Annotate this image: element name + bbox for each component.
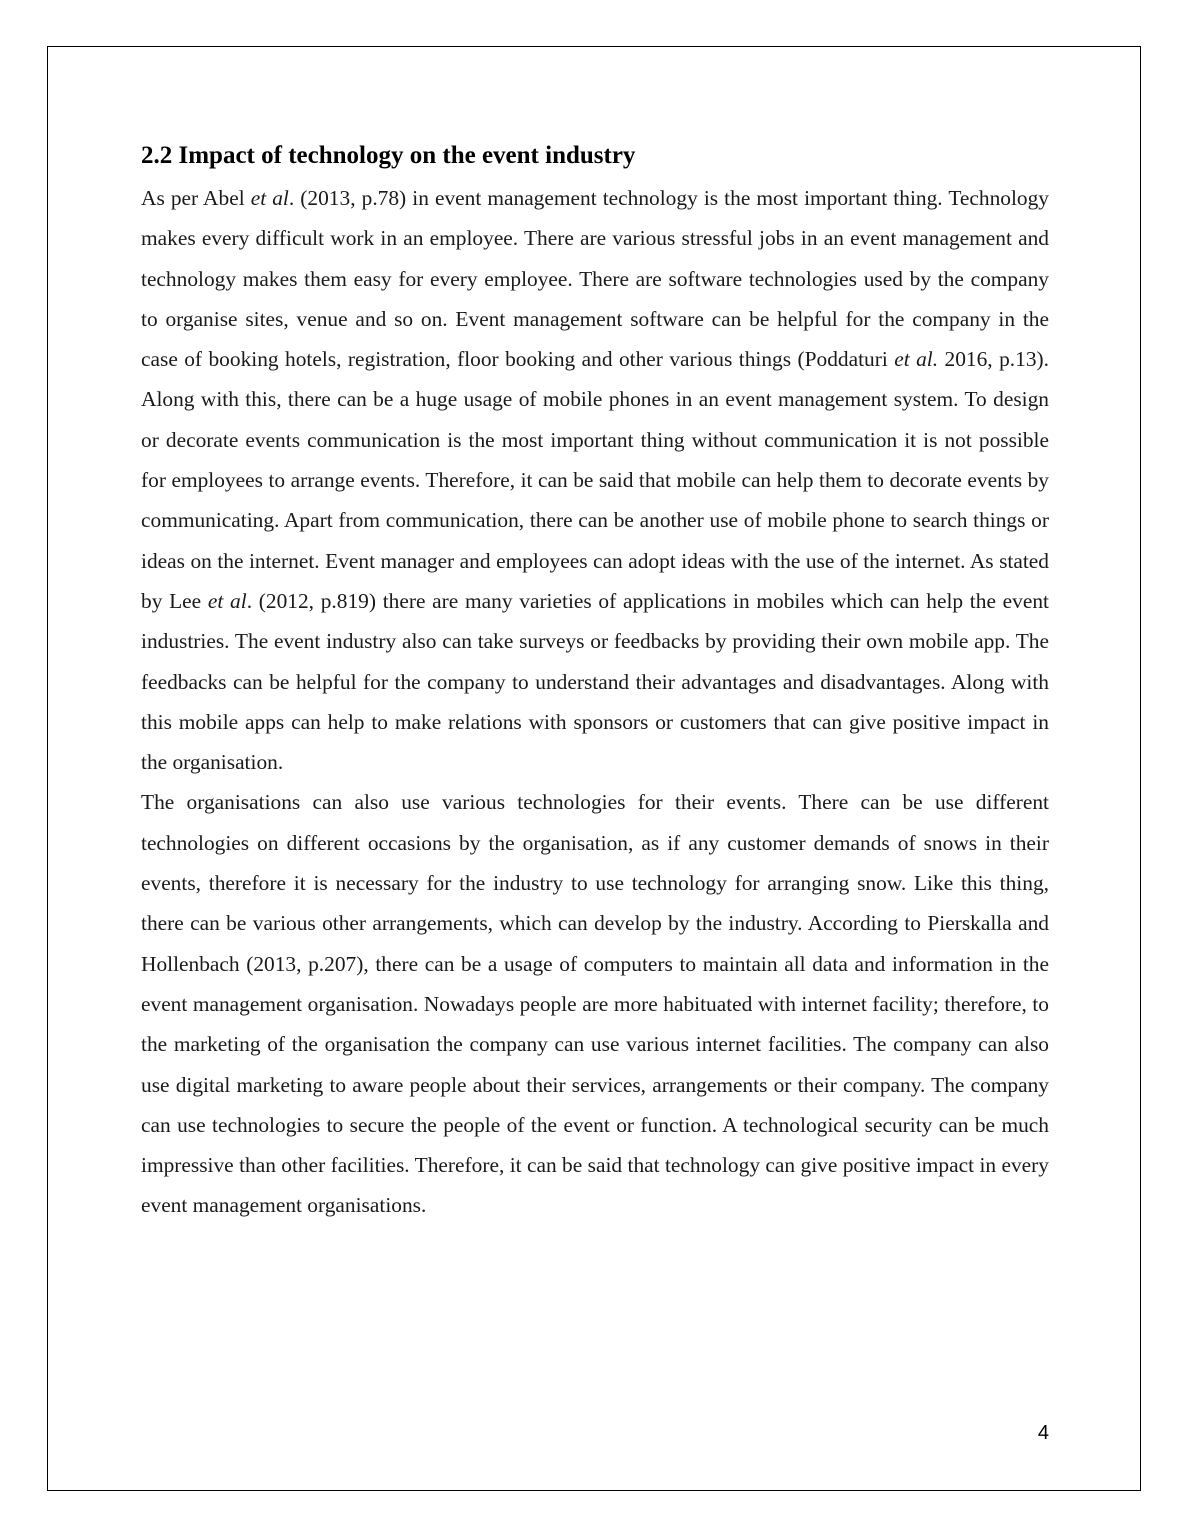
page-number: 4 bbox=[1037, 1422, 1049, 1444]
paragraph-1 bbox=[141, 178, 1049, 782]
citation-italic-abel: et al bbox=[250, 186, 289, 210]
paragraph-1-text-1: As per Abel bbox=[141, 186, 251, 210]
paragraph-2: The organisations can also use various technologies for their events. There can be use different technologies on different occasions by the organisation, as if any customer demands of snows in their events, therefore it is necessary for the industry to use technology for arranging snow. Like this thing, there can be various other arrangements, which can develop by the industry. According to Pierskalla and Hollenbach (2013, p.207), there can be a usage of computers to maintain all data and information in the event management organisation. Nowadays people are more habituated with internet facility; therefore, to the marketing of the organisation the company can use various internet facilities. The company can also use digital marketing to aware people about their services, arrangements or their company. The company can use technologies to secure the people of the event or function. A technological security can be much impressive than other facilities. Therefore, it can be said that technology can give positive impact in every event management organisations. bbox=[141, 790, 1049, 1218]
paragraph-1-text-4: . (2012, p.819) there are many varieties of applications in mobiles which can help the event industries. The event industry also can take surveys or feedbacks by providing their own mobile app. The feedbacks can be helpful for the company to understand their advantages and disadvantages. Along with this mobile apps can help to make relations with sponsors or customers that can give positive impact in the organisation. bbox=[141, 588, 1049, 775]
paragraph-1-text-3: 2016, p.13). Along with this, there can be a huge usage of mobile phones in an event management system. To design or decorate events communication is the most important thing without communication it is not possible for employees to arrange events. Therefore, it can be said that mobile can help them to decorate events by communicating. Apart from communication, there can be another use of mobile phone to search things or ideas on the internet. Event manager and employees can adopt ideas with the use of the internet. As stated by Lee bbox=[141, 347, 1049, 613]
paragraph-1-text-2: . (2013, p.78) in event management technology is the most important thing. Technology makes every difficult work in an employee. There are various stressful jobs in an event management and technology makes them easy for every employee. There are software technologies used by the company to organise sites, venue and so on. Event management software can be helpful for the company in the case of booking hotels, registration, floor booking and other various things (Poddaturi bbox=[141, 186, 1049, 372]
section-heading: 2.2 Impact of technology on the event industry bbox=[141, 142, 636, 169]
citation-italic-poddaturi: et al. bbox=[894, 347, 939, 372]
document-body bbox=[141, 138, 1049, 1226]
citation-italic-lee: et al bbox=[207, 588, 247, 613]
